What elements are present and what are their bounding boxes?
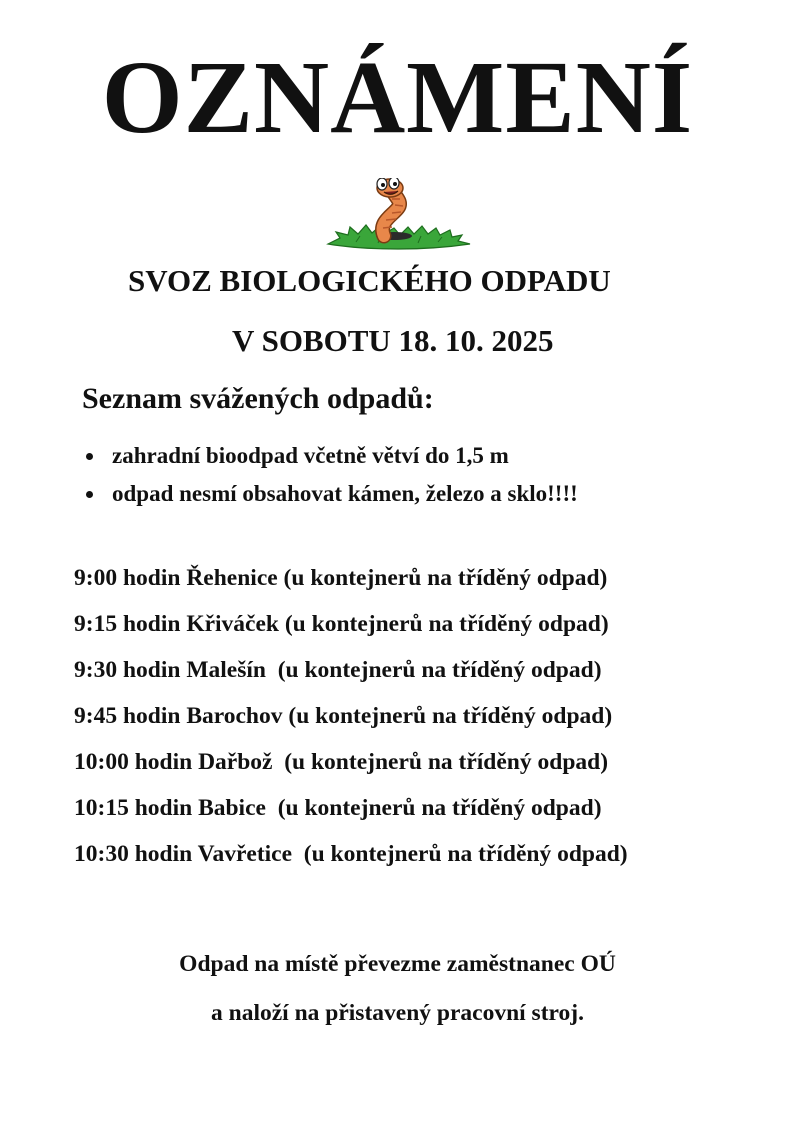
worm-in-grass-icon [326,178,472,250]
waste-list [84,437,578,513]
bullet-icon [86,491,93,498]
notice-date: V SOBOTU 18. 10. 2025 [232,323,554,358]
schedule-row-barochov: 9:45 hodin Barochov (u kontejnerů na tříděný odpad) [74,703,613,729]
pickup-schedule [74,555,628,877]
schedule-row-babice: 10:15 hodin Babice (u kontejnerů na tříděný odpad) [74,795,602,821]
schedule-row-krivacek: 9:15 hodin Křiváček (u kontejnerů na tříděný odpad) [74,611,609,637]
schedule-row-vavretice: 10:30 hodin Vavřetice (u kontejnerů na tříděný odpad) [74,841,628,867]
notice-title: OZNÁMENÍ [101,40,694,155]
bullet-icon [86,453,93,460]
waste-list-item-text: odpad nesmí obsahovat kámen, železo a sklo!!!! [112,481,578,506]
schedule-row-darboz: 10:00 hodin Dařbož (u kontejnerů na tříděný odpad) [74,749,609,775]
schedule-row-malesin: 9:30 hodin Malešín (u kontejnerů na tříděný odpad) [74,657,602,683]
schedule-row-rehenice: 9:00 hodin Řehenice (u kontejnerů na tříděný odpad) [74,565,608,591]
notice-subtitle: SVOZ BIOLOGICKÉHO ODPADU [128,263,611,298]
footer-line-1: Odpad na místě převezme zaměstnanec OÚ [179,951,616,977]
waste-list-heading: Seznam svážených odpadů: [82,382,434,415]
waste-list-item [84,475,578,513]
footer-line-2: a naloží na přistavený pracovní stroj. [211,1000,584,1026]
waste-list-item-text: zahradní bioodpad včetně větví do 1,5 m [112,443,509,468]
waste-list-item [84,437,578,475]
